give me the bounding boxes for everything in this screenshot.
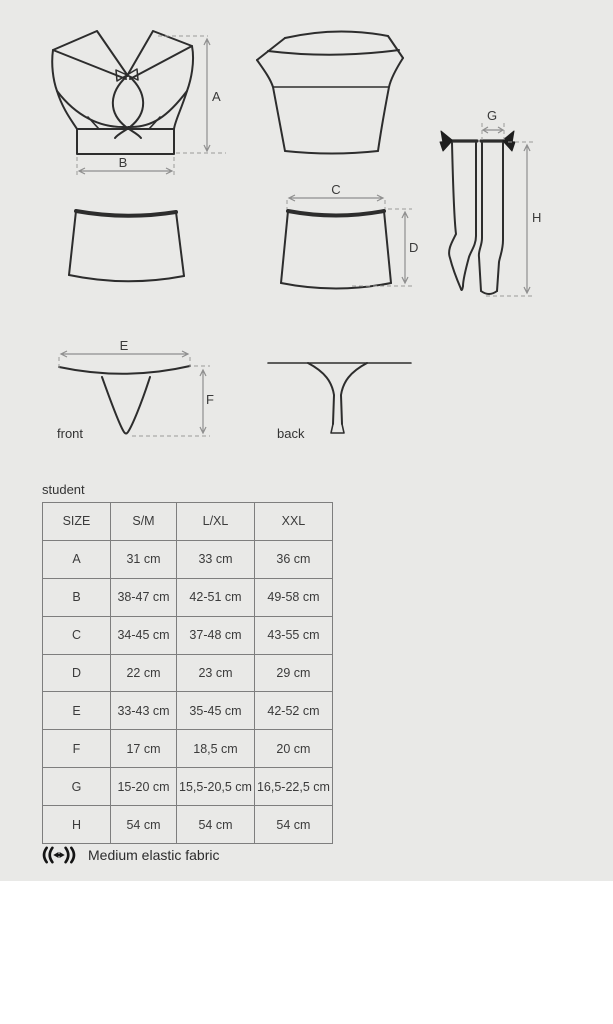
garment-stockings — [440, 131, 515, 294]
value-cell: 43-55 cm — [254, 616, 332, 654]
table-row-g — [43, 768, 333, 806]
dimension-b — [77, 155, 174, 178]
value-cell: 49-58 cm — [254, 578, 332, 616]
fabric-note-text: Medium elastic fabric — [88, 847, 220, 863]
col-header-size: SIZE — [43, 503, 111, 541]
garment-thong-back — [268, 363, 411, 433]
value-cell: 23 cm — [177, 654, 255, 692]
value-cell: 37-48 cm — [177, 616, 255, 654]
dim-cell: D — [43, 654, 111, 692]
size-table — [42, 502, 333, 844]
dimension-f — [132, 366, 214, 436]
dim-label-g: G — [486, 108, 498, 123]
dim-cell: E — [43, 692, 111, 730]
value-cell: 34-45 cm — [111, 616, 177, 654]
view-label-back: back — [277, 426, 305, 441]
dim-cell: F — [43, 730, 111, 768]
col-header-xxl: XXL — [254, 503, 332, 541]
value-cell: 54 cm — [177, 806, 255, 844]
value-cell: 22 cm — [111, 654, 177, 692]
garment-diagram — [0, 0, 613, 470]
value-cell: 42-51 cm — [177, 578, 255, 616]
value-cell: 15,5-20,5 cm — [177, 768, 255, 806]
fabric-note — [40, 846, 220, 864]
value-cell: 20 cm — [254, 730, 332, 768]
dim-cell: C — [43, 616, 111, 654]
dim-label-a: A — [212, 89, 221, 104]
table-row-c — [43, 616, 333, 654]
dimension-g — [482, 108, 504, 140]
dim-label-h: H — [532, 210, 542, 225]
table-row-e — [43, 692, 333, 730]
value-cell: 33-43 cm — [111, 692, 177, 730]
dim-cell: B — [43, 578, 111, 616]
stocking-bow-right-icon — [503, 131, 515, 151]
garment-thong-front — [59, 366, 190, 434]
dim-cell: G — [43, 768, 111, 806]
table-row-a — [43, 540, 333, 578]
col-header-sm: S/M — [111, 503, 177, 541]
table-row-b — [43, 578, 333, 616]
value-cell: 29 cm — [254, 654, 332, 692]
value-cell: 54 cm — [254, 806, 332, 844]
value-cell: 33 cm — [177, 540, 255, 578]
stocking-bow-left-icon — [440, 131, 452, 151]
value-cell: 38-47 cm — [111, 578, 177, 616]
table-row-h — [43, 806, 333, 844]
elastic-fabric-stretch-icon — [40, 846, 78, 864]
dim-label-e: E — [119, 338, 129, 353]
value-cell: 18,5 cm — [177, 730, 255, 768]
garment-top-front — [52, 31, 193, 154]
value-cell: 36 cm — [254, 540, 332, 578]
size-table-header-row — [43, 503, 333, 541]
value-cell: 31 cm — [111, 540, 177, 578]
value-cell: 42-52 cm — [254, 692, 332, 730]
table-row-d — [43, 654, 333, 692]
garment-skirt-right — [281, 211, 391, 289]
dimension-c — [287, 182, 385, 209]
dimension-e — [59, 338, 190, 368]
table-row-f — [43, 730, 333, 768]
dim-cell: A — [43, 540, 111, 578]
value-cell: 54 cm — [111, 806, 177, 844]
value-cell: 15-20 cm — [111, 768, 177, 806]
dim-label-f: F — [206, 392, 214, 407]
dim-label-c: C — [331, 182, 341, 197]
col-header-lxl: L/XL — [177, 503, 255, 541]
dimension-h — [486, 142, 541, 296]
value-cell: 17 cm — [111, 730, 177, 768]
garment-top-back — [257, 31, 403, 153]
value-cell: 16,5-22,5 cm — [254, 768, 332, 806]
value-cell: 35-45 cm — [177, 692, 255, 730]
garment-skirt-left — [69, 211, 184, 281]
view-label-front: front — [57, 426, 84, 441]
product-name-label: student — [42, 482, 85, 497]
bow-icon — [116, 69, 138, 81]
dim-label-b: B — [118, 155, 128, 170]
dim-cell: H — [43, 806, 111, 844]
dim-label-d: D — [409, 240, 419, 255]
